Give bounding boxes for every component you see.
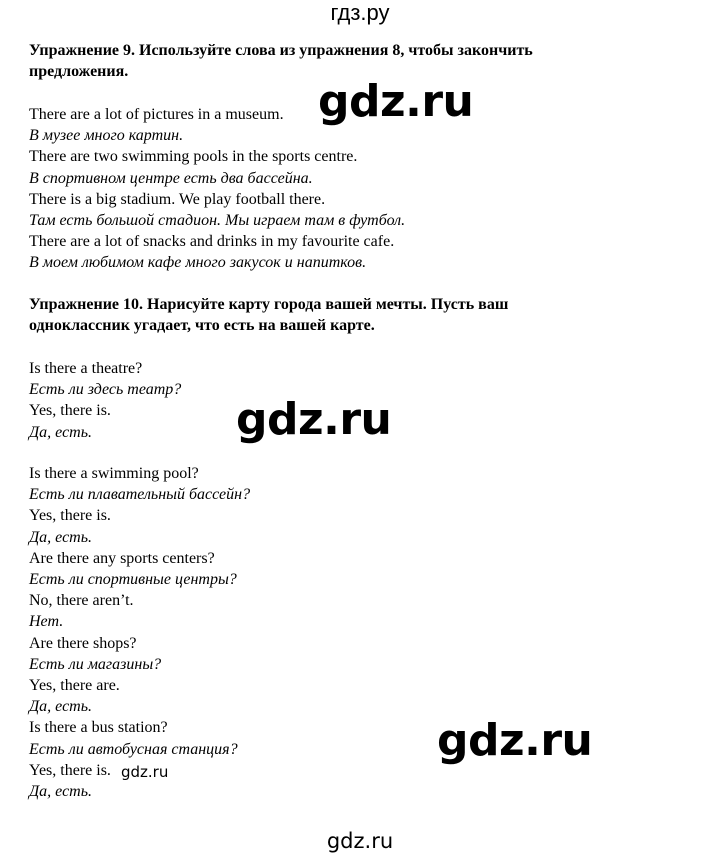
answer-en: Yes, there is. (29, 402, 111, 420)
answer-en: Yes, there are. (29, 677, 120, 695)
sentence-ru: В музее много картин. (29, 127, 184, 145)
sentence-en: There is a big stadium. We play football there. (29, 190, 326, 208)
answer-ru: Нет. (29, 613, 64, 631)
footer-watermark: gdz.ru (326, 829, 394, 853)
answer-en: Yes, there is. (29, 761, 111, 779)
answer-ru: Да, есть. (29, 528, 93, 546)
question-en: Are there shops? (29, 634, 137, 652)
sentence-ru: В моем любимом кафе много закусок и напитков. (29, 254, 367, 272)
sentence-ru: В спортивном центре есть два бассейна. (29, 169, 313, 187)
question-en: Are there any sports centers? (29, 549, 215, 567)
answer-ru: Да, есть. (29, 698, 93, 716)
sentence-en: There are a lot of pictures in a museum. (29, 106, 284, 123)
question-ru: Есть ли здесь театр? (29, 381, 182, 399)
exercise-10-heading-line1: Упражнение 10. Нарисуйте карту города вашей мечты. Пусть ваш (29, 296, 509, 313)
watermark-gdz-small: gdz.ru (121, 763, 169, 781)
exercise-10-heading-line2: одноклассник угадает, что есть на вашей карте. (29, 317, 375, 334)
answer-ru: Да, есть. (29, 783, 93, 801)
exercise-9-heading-line1: Упражнение 9. Используйте слова из упражнения 8, чтобы закончить (29, 42, 533, 59)
sentence-en: There are a lot of snacks and drinks in my favourite cafe. (29, 233, 395, 251)
watermark-gdz-2: gdz.ru (236, 394, 392, 445)
question-ru: Есть ли спортивные центры? (29, 571, 237, 589)
exercise-10-dialogue-1 (29, 358, 181, 443)
question-en: Is there a swimming pool? (29, 465, 199, 482)
question-ru: Есть ли автобусная станция? (29, 740, 238, 758)
exercise-10-heading (29, 294, 508, 336)
exercise-9-heading-line2: предложения. (29, 63, 129, 80)
header-watermark: гдз.ру (330, 0, 390, 25)
question-en: Is there a theatre? (29, 360, 143, 377)
exercise-9-sentences (29, 104, 405, 274)
watermark-gdz-1: gdz.ru (318, 76, 474, 127)
question-en: Is there a bus station? (29, 719, 168, 737)
sentence-ru: Там есть большой стадион. Мы играем там в футбол. (29, 212, 406, 230)
question-ru: Есть ли плавательный бассейн? (29, 486, 251, 504)
answer-en: Yes, there is. (29, 507, 111, 525)
question-ru: Есть ли магазины? (29, 655, 162, 673)
sentence-en: There are two swimming pools in the sports centre. (29, 148, 358, 166)
answer-ru: Да, есть. (29, 423, 93, 441)
watermark-gdz-3: gdz.ru (437, 715, 593, 766)
exercise-10-dialogue-2 (29, 463, 250, 802)
answer-en: No, there aren’t. (29, 592, 134, 610)
